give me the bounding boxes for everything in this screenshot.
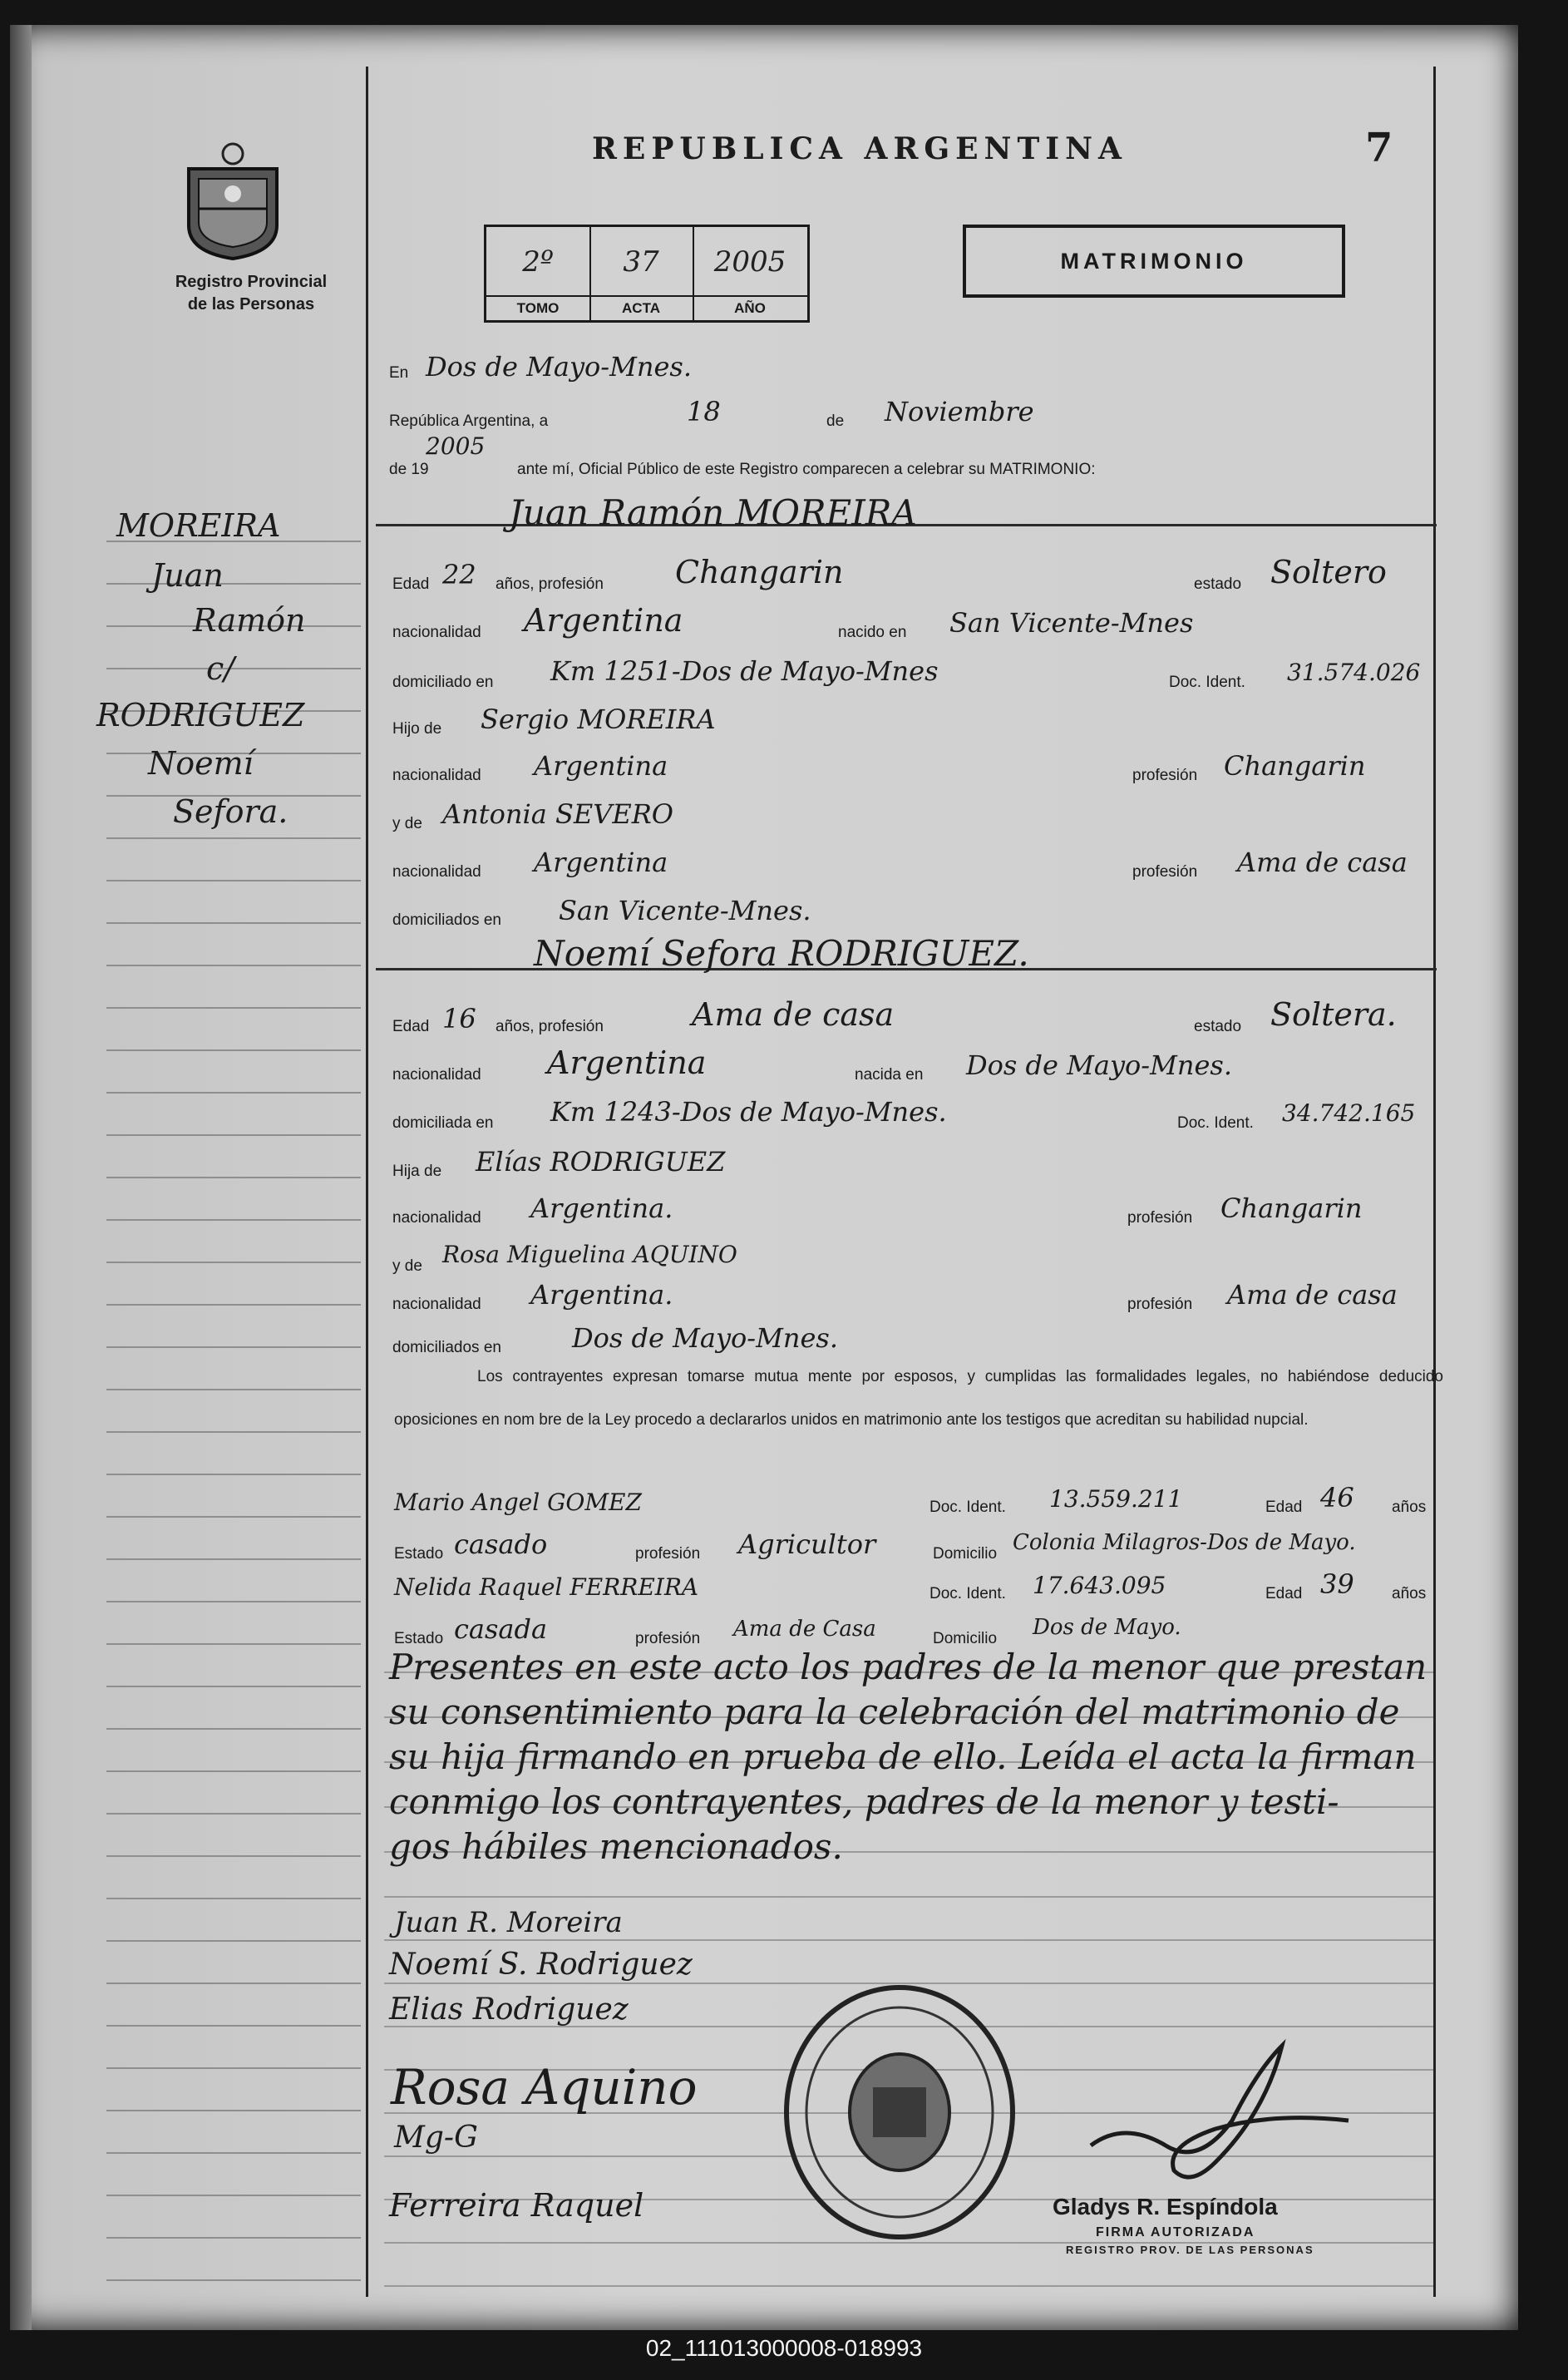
margin-rule-line — [106, 1728, 361, 1730]
margin-rule-line — [106, 1346, 361, 1348]
bride-edad-label: Edad — [392, 1018, 430, 1035]
nacionalidad-label: nacionalidad — [392, 624, 481, 641]
groom-nacido-en: San Vicente-Mnes — [949, 607, 1194, 639]
bride-padres-domicilio: Dos de Mayo-Mnes. — [572, 1322, 839, 1354]
madre-nac-label: nacionalidad — [392, 863, 481, 881]
page-title: REPUBLICA ARGENTINA — [592, 131, 1127, 166]
domiciliado-label: domiciliado en — [392, 674, 494, 691]
footer-id: 02_111013000008-018993 — [645, 2335, 923, 2361]
margin-rule-line — [106, 1983, 361, 1984]
bride-padre-prof: Changarin — [1220, 1192, 1363, 1224]
witness2-prof-label: profesión — [635, 1630, 701, 1647]
margin-rule-line — [106, 2195, 361, 2196]
margin-rule-line — [106, 1177, 361, 1178]
witness1-domicilio: Colonia Milagros-Dos de Mayo. — [1013, 1530, 1356, 1555]
margin-rule-line — [106, 2110, 361, 2111]
day-value: 18 — [687, 396, 721, 427]
groom-madre: Antonia SEVERO — [442, 798, 674, 830]
witness1-dom-label: Domicilio — [933, 1545, 998, 1563]
margin-surname-groom: MOREIRA — [116, 507, 281, 544]
bride-edad: 16 — [442, 1003, 476, 1034]
bride-doc-label: Doc. Ident. — [1177, 1114, 1254, 1132]
groom-padre: Sergio MOREIRA — [481, 704, 716, 735]
bride-padre-nac: Argentina. — [530, 1192, 673, 1224]
witness1-profesion: Agricultor — [738, 1528, 876, 1560]
witness2-estado-label: Estado — [394, 1630, 444, 1647]
record-type: MATRIMONIO — [963, 225, 1345, 298]
witness1-edad-label: Edad — [1265, 1499, 1303, 1516]
witness1-prof-label: profesión — [635, 1545, 701, 1563]
note-line-5: gos hábiles mencionados. — [389, 1826, 843, 1867]
signature-bride: Noemí S. Rodriguez — [389, 1948, 693, 1982]
bride-nac-label: nacionalidad — [392, 1066, 481, 1084]
bride-madre-nac: Argentina. — [530, 1279, 673, 1311]
edad-label: Edad — [392, 575, 430, 593]
official-title: FIRMA AUTORIZADA — [1096, 2225, 1255, 2239]
margin-rule-line — [106, 1898, 361, 1899]
bride-profesion: Ama de casa — [692, 996, 895, 1033]
margin-rule-line — [106, 837, 361, 839]
registry-label-line1: Registro Provincial — [175, 273, 328, 291]
padre-prof-label: profesión — [1132, 767, 1198, 784]
witness2-profesion: Ama de Casa — [733, 1617, 876, 1642]
official-stamp-icon — [775, 1979, 1024, 2245]
margin-rule-line — [106, 1219, 361, 1221]
margin-rule-line — [106, 2237, 361, 2239]
margin-rule-line — [106, 1389, 361, 1390]
acta-value: 37 — [623, 245, 659, 279]
margin-rule-line — [106, 2279, 361, 2281]
acta-cell — [589, 227, 694, 320]
tomo-value: 2º — [522, 245, 554, 279]
witness1-doc: 13.559.211 — [1049, 1485, 1183, 1513]
bride-domiciliados-label: domiciliados en — [392, 1339, 501, 1356]
margin-given-name-4: Sefora. — [173, 793, 288, 830]
bride-estado-label: estado — [1194, 1018, 1242, 1035]
signature-bride-mother: Rosa Aquino — [391, 2059, 698, 2116]
official-signature-icon — [1074, 2021, 1373, 2204]
witness2-edad-label: Edad — [1265, 1585, 1303, 1602]
witness2-domicilio: Dos de Mayo. — [1033, 1615, 1181, 1640]
margin-given-name-3: Noemí — [148, 745, 254, 782]
margin-rule-line — [106, 2025, 361, 2027]
right-rule — [1433, 67, 1436, 2297]
republica-label: República Argentina, a — [389, 412, 549, 430]
register-page — [10, 25, 1518, 2330]
de-label: de — [826, 412, 845, 430]
witness2-doc-label: Doc. Ident. — [929, 1585, 1006, 1602]
y-de-label: y de — [392, 815, 422, 832]
groom-doc: 31.574.026 — [1287, 659, 1421, 686]
witness2-edad: 39 — [1320, 1568, 1354, 1600]
madre-prof-label: profesión — [1132, 863, 1198, 881]
bride-estado: Soltera. — [1270, 996, 1397, 1033]
margin-surname-bride: RODRIGUEZ — [96, 697, 305, 733]
official-name: Gladys R. Espíndola — [1053, 2194, 1278, 2220]
en-label: En — [389, 364, 409, 382]
body-rule-line — [384, 1896, 1433, 1898]
tomo-cell — [486, 227, 591, 320]
registry-label-line2: de las Personas — [187, 295, 315, 314]
domiciliada-label: domiciliada en — [392, 1114, 494, 1132]
year-prefix: de 19 — [389, 461, 429, 478]
margin-rule-line — [106, 1855, 361, 1857]
margin-rule-line — [106, 1940, 361, 1942]
note-line-4: conmigo los contrayentes, padres de la menor y testi- — [389, 1781, 1339, 1822]
signature-witness-2: Ferreira Raquel — [389, 2187, 644, 2224]
bride-madre-nac-label: nacionalidad — [392, 1296, 481, 1313]
margin-rule-line — [106, 1516, 361, 1518]
groom-estado: Soltero — [1270, 554, 1387, 590]
bride-y-de-label: y de — [392, 1257, 422, 1275]
record-box — [484, 225, 810, 323]
bride-padre: Elías RODRIGUEZ — [476, 1146, 726, 1178]
groom-padres-domicilio: San Vicente-Mnes. — [559, 895, 811, 926]
signature-groom: Juan R. Moreira — [394, 1906, 623, 1939]
margin-rule — [366, 67, 368, 2297]
groom-profesion: Changarin — [675, 554, 844, 590]
bride-anos-label: años, profesión — [496, 1018, 604, 1035]
acta-label: ACTA — [589, 295, 693, 320]
margin-rule-line — [106, 922, 361, 924]
bride-padre-nac-label: nacionalidad — [392, 1209, 481, 1227]
bride-doc: 34.742.165 — [1282, 1099, 1416, 1127]
witness2-estado: casada — [454, 1613, 548, 1645]
margin-rule-line — [106, 1007, 361, 1009]
margin-rule-line — [106, 583, 361, 585]
place-value: Dos de Mayo-Mnes. — [426, 351, 693, 383]
groom-name: Juan Ramón MOREIRA — [509, 492, 917, 533]
domiciliados-label: domiciliados en — [392, 911, 501, 929]
witness1-estado: casado — [454, 1528, 548, 1560]
bride-madre: Rosa Miguelina AQUINO — [442, 1241, 737, 1268]
witness1-anos-label: años — [1392, 1499, 1427, 1516]
signature-witness-1: Mg-G — [394, 2121, 478, 2155]
witness2-doc: 17.643.095 — [1033, 1572, 1166, 1599]
margin-rule-line — [106, 1686, 361, 1687]
hijo-label: Hijo de — [392, 720, 442, 738]
intro-text: ante mí, Oficial Público de este Registro comparecen a celebrar su MATRIMONIO: — [517, 461, 1096, 478]
witness1-name: Mario Angel GOMEZ — [394, 1489, 642, 1516]
hija-label: Hija de — [392, 1163, 442, 1180]
body-rule-line — [384, 2285, 1433, 2287]
groom-madre-nac: Argentina — [534, 847, 668, 878]
margin-rule-line — [106, 1770, 361, 1772]
bride-madre-prof-label: profesión — [1127, 1296, 1193, 1313]
body-rule-line — [384, 1939, 1433, 1941]
ano-cell — [693, 227, 807, 320]
margin-rule-line — [106, 1643, 361, 1645]
doc-label: Doc. Ident. — [1169, 674, 1245, 691]
margin-given-name-2: Ramón — [193, 602, 306, 639]
bride-madre-prof: Ama de casa — [1227, 1279, 1398, 1311]
official-subtitle: REGISTRO PROV. DE LAS PERSONAS — [1066, 2244, 1314, 2256]
note-line-3: su hija firmando en prueba de ello. Leída el acta la firman — [389, 1736, 1417, 1777]
signature-bride-father: Elias Rodriguez — [389, 1992, 629, 2027]
groom-padre-nac: Argentina — [534, 750, 668, 782]
margin-rule-line — [106, 1092, 361, 1094]
groom-edad: 22 — [442, 559, 476, 590]
margin-rule-line — [106, 880, 361, 881]
margin-rule-line — [106, 1431, 361, 1433]
tomo-label: TOMO — [486, 295, 589, 320]
declaration-text: Los contrayentes expresan tomarse mutua mente por esposos, y cumplidas las formalidades legales, no habiéndose deducido oposiciones en nom bre de la Ley procedo a declararlos unidos en matrimonio ante los testigos que acreditan su habilidad nupcial. — [394, 1368, 1443, 1429]
margin-rule-line — [106, 1262, 361, 1263]
nacido-label: nacido en — [838, 624, 907, 641]
witness2-anos-label: años — [1392, 1585, 1427, 1602]
margin-rule-line — [106, 1813, 361, 1815]
estado-label: estado — [1194, 575, 1242, 593]
witness2-dom-label: Domicilio — [933, 1630, 998, 1647]
registry-seal-icon — [180, 136, 285, 260]
margin-rule-line — [106, 1558, 361, 1560]
bride-nacionalidad: Argentina — [547, 1044, 707, 1081]
year-written: 2005 — [426, 432, 486, 460]
margin-rule-line — [106, 1134, 361, 1136]
book-binding — [10, 25, 32, 2330]
margin-rule-line — [106, 1304, 361, 1306]
margin-rule-line — [106, 2152, 361, 2154]
page-number: 7 — [1365, 125, 1393, 171]
margin-given-name-1: Juan — [151, 557, 224, 594]
month-value: Noviembre — [885, 396, 1034, 427]
witness1-doc-label: Doc. Ident. — [929, 1499, 1006, 1516]
groom-padre-prof: Changarin — [1224, 750, 1366, 782]
witness2-name: Nelida Raquel FERREIRA — [394, 1573, 699, 1601]
groom-madre-prof: Ama de casa — [1237, 847, 1408, 878]
groom-nacionalidad: Argentina — [524, 602, 683, 639]
groom-domicilio: Km 1251-Dos de Mayo-Mnes — [550, 655, 939, 687]
padre-nac-label: nacionalidad — [392, 767, 481, 784]
margin-rule-line — [106, 1049, 361, 1051]
nacida-label: nacida en — [855, 1066, 924, 1084]
margin-rule-line — [106, 2067, 361, 2069]
witness1-edad: 46 — [1320, 1482, 1354, 1513]
registry-label — [126, 271, 376, 316]
bride-name: Noemí Sefora RODRIGUEZ. — [534, 933, 1029, 974]
bride-nacida-en: Dos de Mayo-Mnes. — [966, 1049, 1233, 1081]
margin-rule-line — [106, 1601, 361, 1602]
margin-rule-line — [106, 965, 361, 966]
note-line-2: su consentimiento para la celebración del matrimonio de — [389, 1691, 1400, 1732]
witness1-estado-label: Estado — [394, 1545, 444, 1563]
ano-value: 2005 — [713, 245, 786, 279]
margin-rule-line — [106, 1474, 361, 1475]
margin-separator: c/ — [206, 650, 235, 687]
bride-domicilio: Km 1243-Dos de Mayo-Mnes. — [550, 1096, 947, 1128]
note-line-1: Presentes en este acto los padres de la menor que prestan — [389, 1647, 1427, 1687]
anos-profesion-label: años, profesión — [496, 575, 604, 593]
ano-label: AÑO — [693, 295, 807, 320]
bride-padre-prof-label: profesión — [1127, 1209, 1193, 1227]
